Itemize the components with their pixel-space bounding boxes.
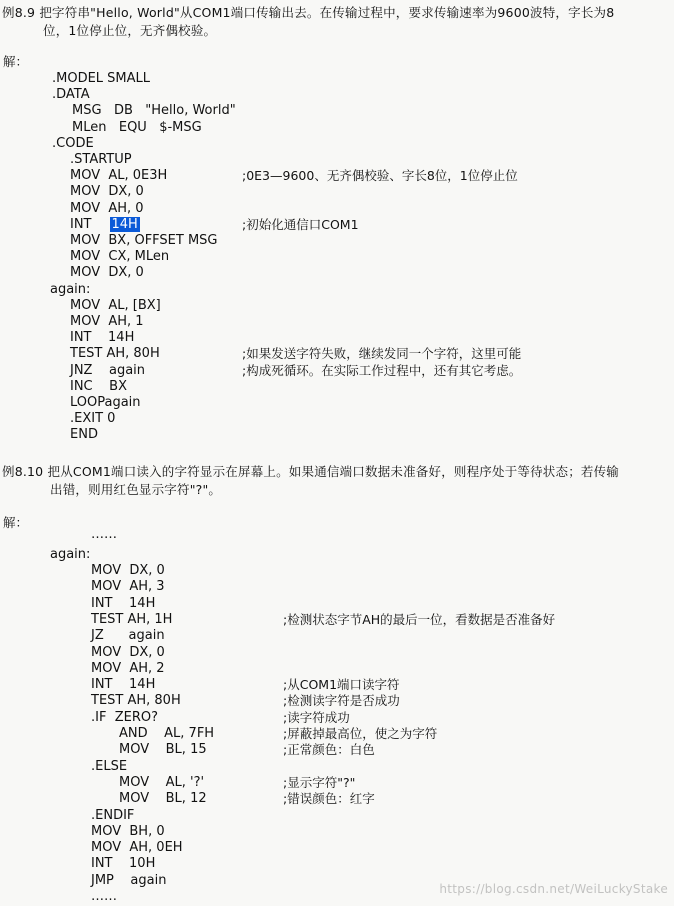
example-8-9-line2: 位，1位停止位，无齐偶校验。 [43, 23, 217, 38]
code-line: MOV BL, 15 [119, 742, 207, 758]
code-line: MOV DX, 0 [91, 644, 165, 660]
code-line: MOV AH, 2 [91, 660, 165, 676]
code-line: .MODEL SMALL [52, 71, 151, 86]
code-comment: ;检测状态字节AH的最后一位，看数据是否准备好 [283, 611, 556, 627]
code-line: MOV AH, 1 [70, 314, 144, 329]
code-line: INT 14H [91, 677, 156, 693]
code-line: MOV DX, 0 [70, 265, 144, 281]
code-line: .ENDIF [91, 807, 135, 823]
code-comment: ;0E3—9600、无齐偶校验、字长8位，1位停止位 [242, 168, 518, 184]
example-8-9-statement [2, 4, 674, 40]
code-comment: ;初始化通信口COM1 [242, 216, 359, 232]
code-line: MOV AH, 3 [91, 579, 165, 595]
code-line: INC BX [70, 378, 127, 394]
code-line: .STARTUP [70, 152, 132, 167]
code-line: .DATA [52, 87, 90, 103]
code-comment: ;显示字符"?" [283, 774, 356, 790]
code-line: AND AL, 7FH [119, 726, 215, 741]
solution-label-2: 解： [3, 515, 29, 530]
selected-operand: 14H [111, 216, 138, 232]
code-line: MSG DB "Hello, World" [72, 103, 236, 119]
code-line: MOV AL, '?' [119, 774, 205, 790]
code-line: …… [91, 527, 117, 542]
code-line: JNZ again [70, 362, 146, 378]
code-comment: ;正常颜色：白色 [283, 742, 375, 758]
code-line: .IF ZERO? [91, 709, 158, 725]
code-line: TEST AH, 1H [91, 611, 173, 627]
code-comment: ;检测读字符是否成功 [283, 693, 400, 709]
code-line: INT 10H [91, 856, 156, 872]
code-line: JMP again [91, 872, 167, 888]
code-comment: ;如果发送字符失败，继续发同一个字符，这里可能 [242, 346, 522, 362]
code-line: MLen EQU $-MSG [72, 119, 202, 135]
code-line: MOV DX, 0 [91, 563, 165, 578]
code-comment: ;构成死循环。在实际工作过程中，还有其它考虑。 [242, 362, 522, 378]
code-line: .ELSE [91, 758, 128, 774]
code-line: MOV AH, 0EH [91, 840, 183, 856]
code-comment: ;错误颜色：红字 [283, 791, 375, 807]
code-line: TEST AH, 80H [70, 346, 160, 362]
code-line: again: [50, 281, 91, 297]
code-line: MOV AL, 0E3H [70, 168, 168, 184]
watermark: https://blog.csdn.net/WeiLuckyStake [439, 882, 668, 896]
code-line: MOV CX, MLen [70, 249, 170, 265]
code-line: again: [50, 547, 91, 562]
code-line: JZ again [91, 628, 165, 644]
code-line: MOV AL, [BX] [70, 297, 161, 313]
code-line: MOV BH, 0 [91, 823, 165, 839]
code-line: MOV AH, 0 [70, 200, 144, 216]
code-line: MOV DX, 0 [70, 184, 144, 200]
code-line: INT 14H [91, 595, 156, 611]
code-comment: ;从COM1端口读字符 [283, 677, 400, 693]
code-line: TEST AH, 80H [91, 693, 181, 709]
code-line: INT 14H [70, 330, 135, 346]
code-comment: ;读字符成功 [283, 709, 350, 725]
code-line: END [70, 427, 98, 443]
example-8-10-line1: 例8.10 把从COM1端口读入的字符显示在屏幕上。如果通信端口数据未准备好，则程序处于等待状态；若传输 [2, 464, 620, 479]
solution-label: 解： [3, 54, 29, 69]
code-line: INT 14H [70, 216, 138, 232]
code-line: …… [91, 889, 117, 904]
code-line: LOOPagain [70, 395, 141, 410]
example-8-9-line1: 例8.9 把字符串"Hello, World"从COM1端口传输出去。在传输过程中，要求传输速率为9600波特，字长为8 [2, 5, 615, 20]
example-8-10-statement [2, 463, 674, 499]
code-line: MOV BL, 12 [119, 791, 207, 807]
example-8-10-line2: 出错，则用红色显示字符"?"。 [50, 482, 222, 497]
code-line: .EXIT 0 [70, 411, 116, 427]
code-line: .CODE [52, 135, 94, 151]
code-comment: ;屏蔽掉最高位，使之为字符 [283, 726, 438, 741]
code-line: MOV BX, OFFSET MSG [70, 233, 218, 248]
